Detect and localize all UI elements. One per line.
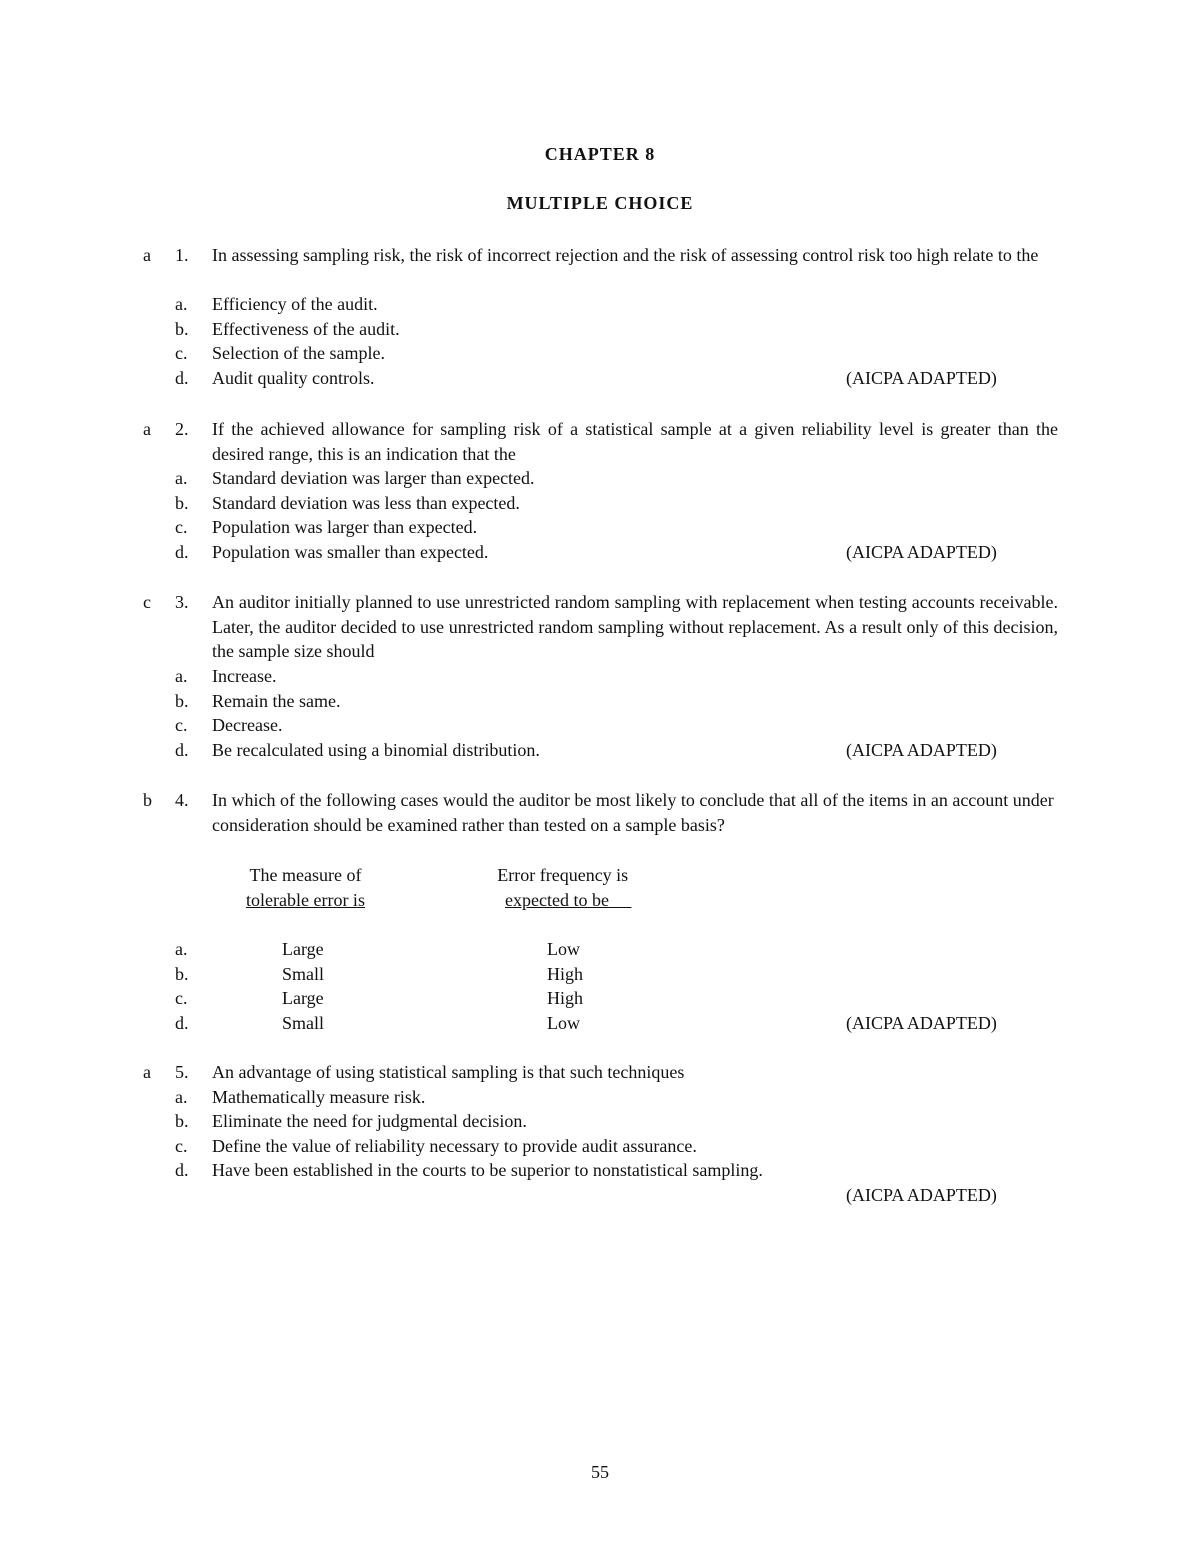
choice-a [0, 466, 1200, 491]
choice-list [0, 292, 1200, 390]
choice-c [0, 515, 1200, 540]
choice-letter: c. [175, 343, 188, 363]
table-cell-error-frequency: Low [547, 939, 580, 959]
choice-text: Efficiency of the audit. [212, 294, 378, 314]
question-number: 2. [175, 419, 189, 439]
choice-text: Be recalculated using a binomial distribution. [212, 739, 540, 760]
choice-letter: c. [175, 988, 188, 1008]
table-header-line: tolerable error is [246, 889, 365, 910]
table-cell-tolerable-error: Small [282, 963, 325, 984]
table-cell-error-frequency: Low [547, 1012, 580, 1033]
question-number: 5. [175, 1062, 189, 1082]
choice-text: Mathematically measure risk. [212, 1086, 426, 1107]
source-citation: (AICPA ADAPTED) [846, 1184, 997, 1205]
table-header-line: The measure of [249, 865, 362, 885]
choice-text: Remain the same. [212, 690, 341, 711]
choice-source-line [0, 1183, 1200, 1208]
question-stem: If the achieved allowance for sampling risk of a statistical sample at a given reliability level is greater than the desired range, this is an indication that the [212, 419, 1058, 464]
choice-text: Increase. [212, 666, 277, 686]
table-cell-error-frequency: High [547, 963, 583, 984]
table-cell-tolerable-error: Small [282, 1012, 325, 1033]
question-answer-key: a [143, 419, 151, 439]
choice-letter: b. [175, 492, 189, 513]
question-answer-key: b [143, 790, 152, 810]
table-row [0, 986, 1200, 1011]
section-title: MULTIPLE CHOICE [506, 193, 694, 213]
choice-a [0, 292, 1200, 317]
choice-a [0, 1085, 1200, 1110]
question-stem: In which of the following cases would the auditor be most likely to conclude that all of the items in an account under consideration should be examined rather than tested on a sample basis? [212, 790, 1054, 835]
choice-letter: b. [175, 318, 189, 339]
choice-letter: c. [175, 715, 188, 735]
choice-d [0, 540, 1200, 565]
source-citation: (AICPA ADAPTED) [846, 367, 997, 388]
choice-letter: c. [175, 1135, 188, 1156]
choice-text: Selection of the sample. [212, 343, 385, 363]
choice-letter: a. [175, 939, 188, 959]
choice-letter: d. [175, 541, 189, 562]
choice-text: Effectiveness of the audit. [212, 318, 400, 339]
question-number: 1. [175, 245, 189, 265]
choice-list [0, 1085, 1200, 1208]
question-stem: An auditor initially planned to use unrestricted random sampling with replacement when testing accounts receivable. Later, the auditor decided to use unrestricted random sampling without replacement. As a result only of this decision, the sample size should [212, 592, 1058, 661]
question-answer-key: a [143, 245, 151, 265]
choice-c [0, 341, 1200, 366]
source-citation: (AICPA ADAPTED) [846, 1012, 997, 1033]
table-cell-tolerable-error: Large [282, 988, 324, 1008]
question-number: 4. [175, 790, 189, 810]
table-row [0, 962, 1200, 987]
choice-text: Standard deviation was larger than expected. [212, 468, 535, 488]
question-answer-key: c [143, 592, 151, 612]
choice-d [0, 366, 1200, 391]
choice-d [0, 1158, 1200, 1183]
choice-text: Have been established in the courts to be superior to nonstatistical sampling. [212, 1160, 763, 1180]
choice-letter: a. [175, 666, 188, 686]
question-stem: In assessing sampling risk, the risk of incorrect rejection and the risk of assessing control risk too high relate to the [212, 245, 1039, 265]
question-number: 3. [175, 592, 189, 612]
choice-letter: d. [175, 1012, 189, 1033]
choice-text: Standard deviation was less than expected. [212, 492, 520, 513]
choice-a [0, 664, 1200, 689]
choice-text: Eliminate the need for judgmental decision. [212, 1111, 527, 1131]
table-header-line: Error frequency is [497, 865, 629, 885]
choice-b [0, 491, 1200, 516]
choice-d [0, 738, 1200, 763]
choice-text: Audit quality controls. [212, 367, 375, 388]
question-stem: An advantage of using statistical sampling is that such techniques [212, 1062, 685, 1082]
choice-text: Population was larger than expected. [212, 517, 478, 537]
choice-letter: d. [175, 739, 189, 760]
choice-letter: a. [175, 294, 188, 314]
choice-text: Define the value of reliability necessary to provide audit assurance. [212, 1135, 697, 1156]
choice-text: Population was smaller than expected. [212, 541, 489, 562]
choice-b [0, 1109, 1200, 1134]
choice-text: Decrease. [212, 715, 283, 735]
choice-letter: b. [175, 690, 189, 711]
chapter-title: CHAPTER 8 [544, 144, 656, 164]
table-row [0, 937, 1200, 962]
source-citation: (AICPA ADAPTED) [846, 541, 997, 562]
choice-letter: a. [175, 1086, 188, 1107]
table-cell-tolerable-error: Large [282, 939, 324, 959]
choice-letter: c. [175, 517, 188, 537]
table-cell-error-frequency: High [547, 988, 583, 1008]
choice-letter: b. [175, 963, 189, 984]
table-header-line [494, 888, 631, 913]
choice-letter: d. [175, 367, 189, 388]
table-header-text: expected to be [505, 889, 609, 910]
choice-b [0, 317, 1200, 342]
choice-letter: d. [175, 1160, 189, 1180]
choice-letter: b. [175, 1111, 189, 1131]
table-column-header-error-frequency [494, 863, 631, 912]
choice-b [0, 689, 1200, 714]
page-number: 55 [591, 1462, 609, 1482]
table-row [0, 1011, 1200, 1036]
source-citation: (AICPA ADAPTED) [846, 739, 997, 760]
choice-c [0, 713, 1200, 738]
choice-c [0, 1134, 1200, 1159]
choice-list [0, 466, 1200, 564]
table-header-underlined [505, 890, 631, 910]
table-column-header-tolerable-error [246, 863, 365, 912]
choice-list [0, 664, 1200, 762]
choice-letter: a. [175, 468, 188, 488]
question-answer-key: a [143, 1062, 151, 1082]
